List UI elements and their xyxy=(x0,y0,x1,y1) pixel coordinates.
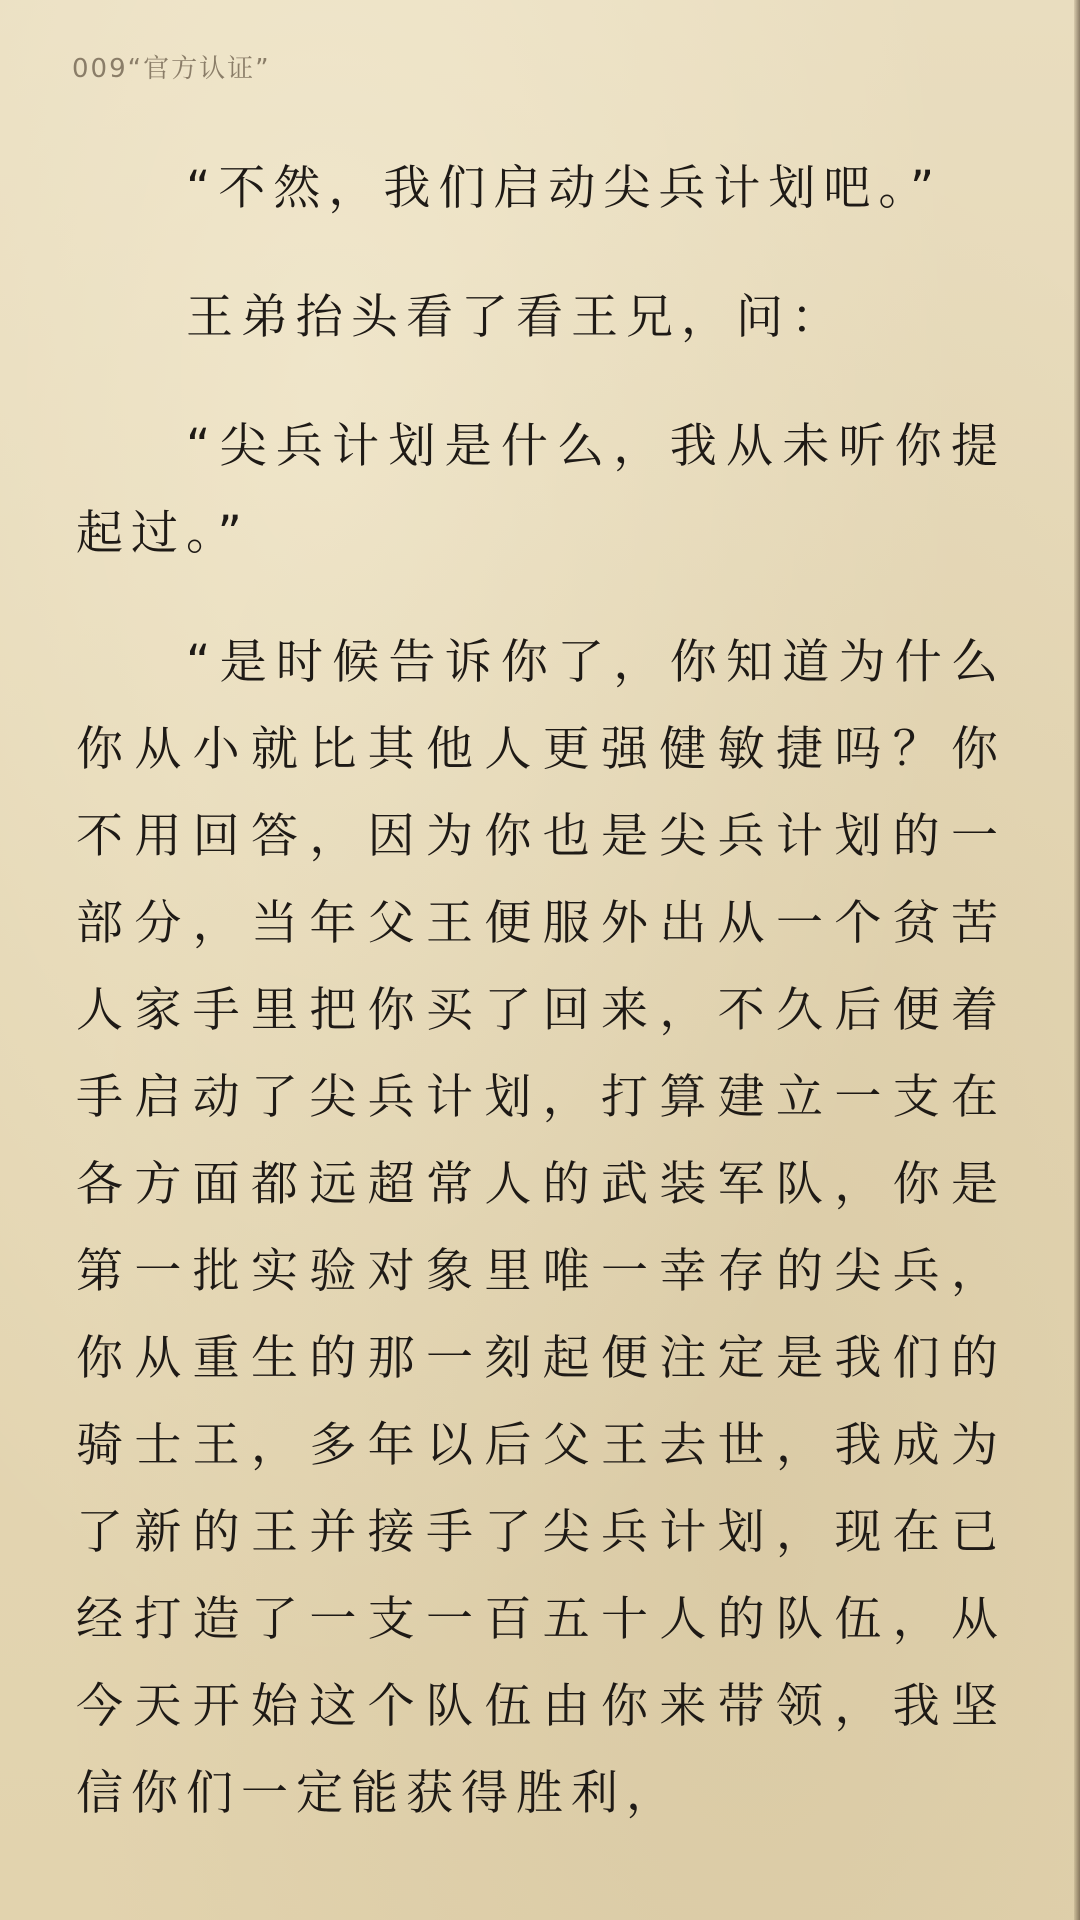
paragraph-1: “不然，我们启动尖兵计划吧。” xyxy=(186,161,943,216)
reading-content[interactable] xyxy=(76,145,1006,1879)
chapter-title: 009“官方认证” xyxy=(72,54,271,84)
paragraph-3: “尖兵计划是什么，我从未听你提起过。” xyxy=(76,419,1006,561)
paragraph-2: 王弟抬头看了看王兄，问： xyxy=(186,290,846,345)
page-edge-shadow xyxy=(1074,0,1080,1920)
paragraph-4: “是时候告诉你了，你知道为什么你从小就比其他人更强健敏捷吗？你不用回答，因为你也是尖兵计划的一部分，当年父王便服外出从一个贫苦人家手里把你买了回来，不久后便着手启动了尖兵计划，打算建立一支在各方面都远超常人的武装军队，你是第一批实验对象里唯一幸存的尖兵，你从重生的那一刻起便注定是我们的骑士王，多年以后父王去世，我成为了新的王并接手了尖兵计划，现在已经打造了一支一百五十人的队伍，从今天开始这个队伍由你来带领，我坚信你们一定能获得胜利， xyxy=(76,635,1006,1821)
